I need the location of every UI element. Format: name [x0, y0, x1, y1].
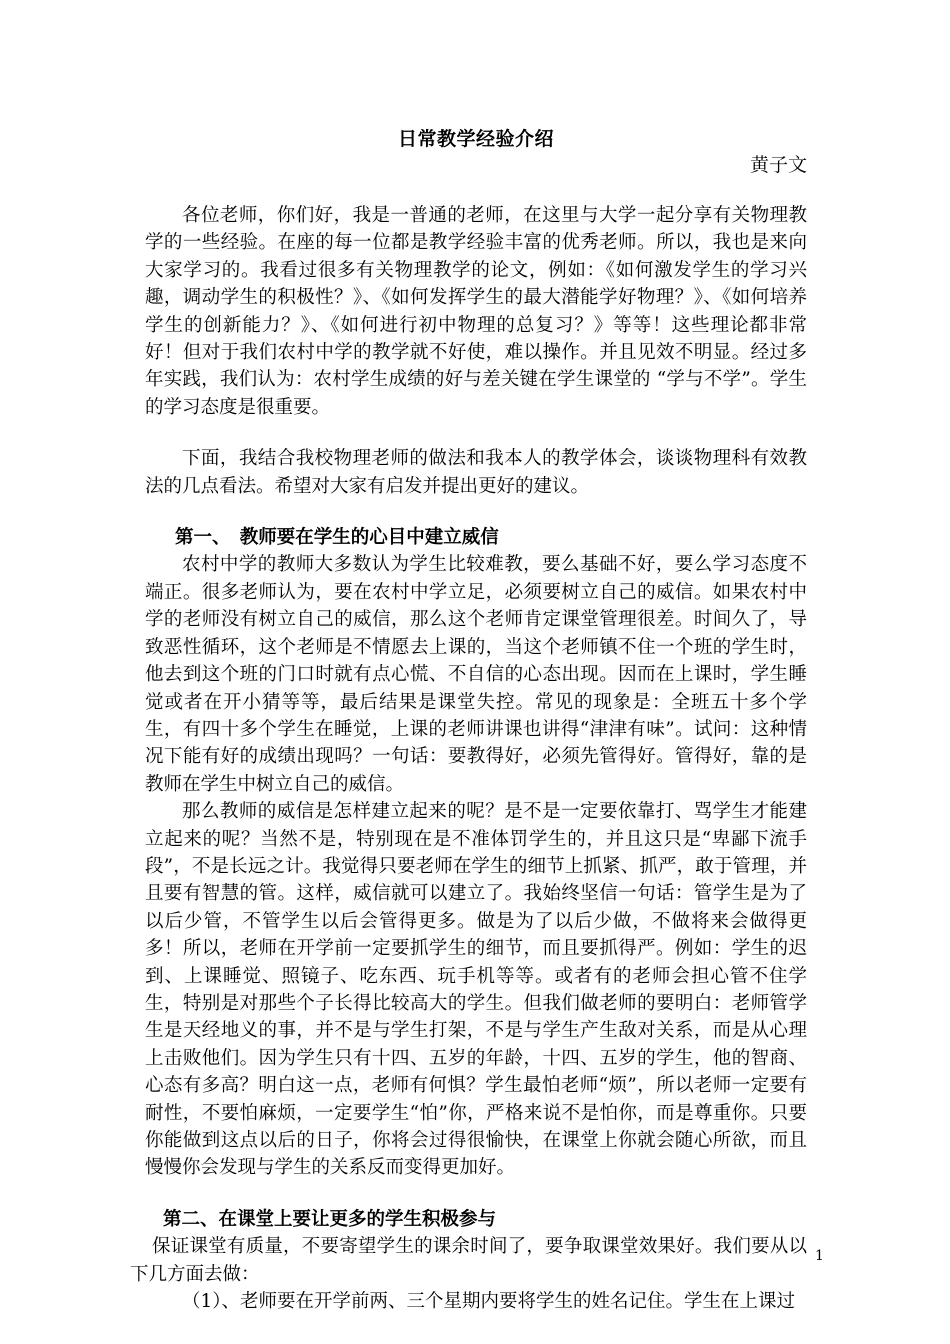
document-author: 黄子文 — [749, 154, 807, 176]
section-heading: 第二、在课堂上要让更多的学生积极参与 — [163, 1208, 497, 1230]
section-paragraph: 那么教师的威信是怎样建立起来的呢？是不是一定要依靠打、骂学生才能建立起来的呢？当然不是，特别现在是不准体罚学生的，并且这只是“卑鄙下流手段”，不是长远之计。我觉得只要老师在学生的细节上抓紧、抓严，敢于管理，并且要有智慧的管。这样，威信就可以建立了。我始终坚信一句话：管学生是为了以后少管，不管学生以后会管得更多。做是为了以后少做，不做将来会做得更多！所以，老师在开学前一定要抓学生的细节，而且要抓得严。例如：学生的迟到、上课睡觉、照镜子、吃东西、玩手机等等。或者有的老师会担心管不住学生，特别是对那些个子长得比较高大的学生。但我们做老师的要明白：老师管学生是天经地义的事，并不是与学生打架，不是与学生产生敌对关系，而是从心理上击败他们。因为学生只有十四、五岁的年龄，十四、五岁的学生，他的智商、心态有多高？明白这一点，老师有何惧？学生最怕老师“烦”，所以老师一定要有耐性，不要怕麻烦，一定要学生“怕”你，严格来说不是怕你，而是尊重你。只要你能做到这点以后的日子，你将会过得很愉快，在课堂上你就会随心所欲，而且慢慢你会发现与学生的关系反而变得更加好。 — [145, 801, 807, 1179]
section-paragraph: 农村中学的教师大多数认为学生比较难教，要么基础不好，要么学习态度不端正。很多老师认为，要在农村中学立足，必须要树立自己的威信。如果农村中学的老师没有树立自己的威信，那么这个老师肯定课堂管理很差。时间久了，导致恶性循环，这个老师是不情愿去上课的，当这个老师镇不住一个班的学生时，他去到这个班的门口时就有点心慌、不自信的心态出现。因而在上课时，学生睡觉或者在开小猜等等，最后结果是课堂失控。常见的现象是：全班五十多个学生，有四十多个学生在睡觉，上课的老师讲课也讲得“津津有味”。试问：这种情况下能有好的成绩出现吗？一句话：要教得好，必须先管得好。管得好，靠的是教师在学生中树立自己的威信。 — [145, 554, 807, 795]
document-body — [130, 126, 807, 1315]
paragraph-gap — [145, 500, 807, 524]
section-paragraph: 保证课堂有质量，不要寄望学生的课余时间了，要争取课堂效果好。我们要从以下几方面去做： — [130, 1236, 807, 1285]
page-number: 1 — [815, 1248, 824, 1264]
paragraph-gap — [145, 421, 807, 445]
section-paragraph: （1）、老师要在开学前两、三个星期内要将学生的姓名记住。学生在上课过 — [182, 1291, 796, 1313]
intro-paragraph: 下面，我结合我校物理老师的做法和我本人的教学体会，谈谈物理科有效教法的几点看法。希望对大家有启发并提出更好的建议。 — [145, 448, 807, 497]
paragraph-gap — [145, 1182, 807, 1206]
section-heading: 第一、 教师要在学生的心目中建立威信 — [175, 527, 499, 549]
document-title: 日常教学经验介绍 — [397, 128, 554, 150]
intro-paragraph: 各位老师，你们好，我是一普通的老师，在这里与大学一起分享有关物理教学的一些经验。在座的每一位都是教学经验丰富的优秀老师。所以，我也是来向大家学习的。我看过很多有关物理教学的论文，例如：《如何激发学生的学习兴趣，调动学生的积极性？》、《如何发挥学生的最大潜能学好物理？》、《如何培养学生的创新能力？》、《如何进行初中物理的总复习？》等等！这些理论都非常好！但对于我们农村中学的教学就不好使，难以操作。并且见效不明显。经过多年实践，我们认为：农村学生成绩的好与差关键在学生课堂的 “学与不学”。学生的学习态度是很重要。 — [145, 205, 807, 418]
